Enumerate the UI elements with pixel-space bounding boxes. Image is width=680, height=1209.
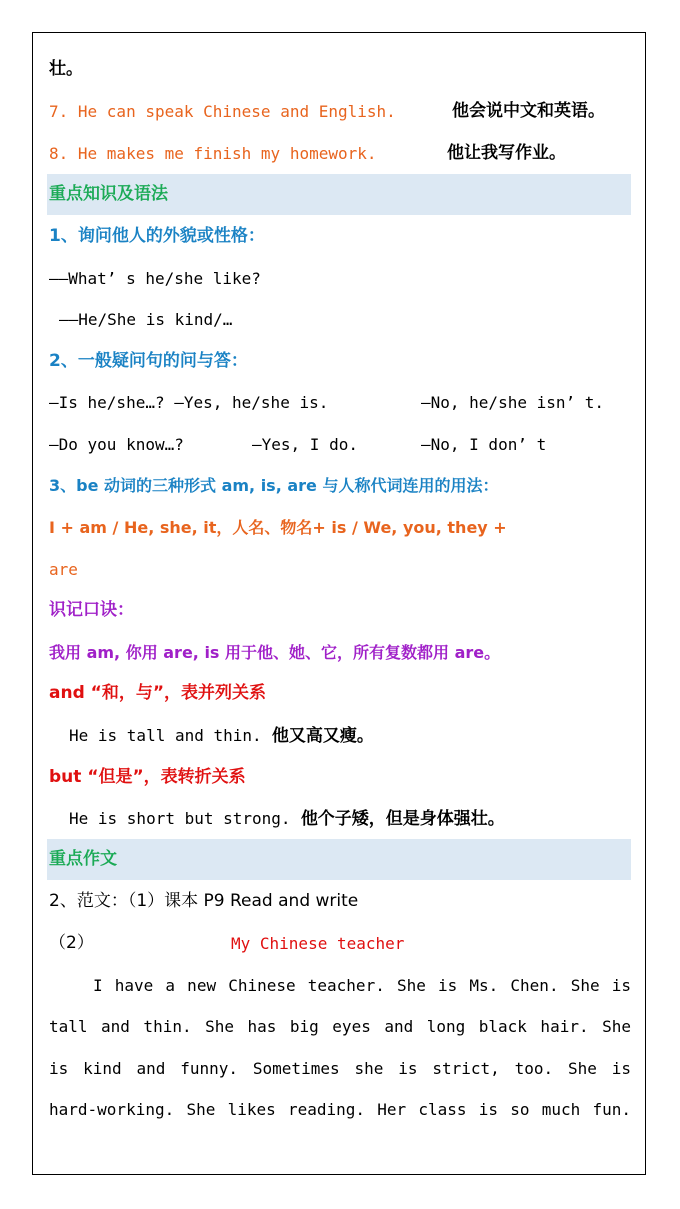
essay-paragraph-line-4: hard-working. She likes reading. Her class is so much fun.: [49, 1100, 631, 1119]
but-example-chinese: 他个子矮，但是身体强壮。: [300, 809, 505, 829]
essay-number: （2）: [49, 933, 94, 953]
essay-title: My Chinese teacher: [231, 934, 405, 953]
sentence-7-chinese: 他会说中文和英语。: [452, 101, 605, 121]
and-example-english: He is tall and thin.: [69, 726, 262, 745]
question-do-you-know: —Do you know…?: [49, 435, 184, 454]
sentence-8-chinese: 他让我写作业。: [447, 143, 566, 163]
sentence-7-english: 7. He can speak Chinese and English.: [49, 102, 396, 121]
grammar-point-3: 3、be 动词的三种形式 am, is, are 与人称代词连用的用法：: [49, 476, 499, 495]
and-example-chinese: 他又高又瘦。: [271, 726, 374, 746]
essay-title-line: [49, 923, 631, 964]
mnemonic-title: 识记口诀：: [49, 600, 134, 620]
essay-paragraph-line-3: is kind and funny. Sometimes she is strict, too. She is: [49, 1059, 631, 1078]
question-answer-yes: —Is he/she…? —Yes, he/she is.: [49, 393, 329, 412]
but-example-english: He is short but strong.: [69, 809, 291, 828]
continued-text: 壮。: [49, 59, 83, 79]
and-usage-title: and “和，与”，表并列关系: [49, 683, 267, 703]
section-heading-grammar: 重点知识及语法: [47, 174, 631, 215]
yes-no-question-1: [49, 382, 631, 423]
grammar-point-1: 1、询问他人的外貌或性格：: [49, 226, 265, 246]
sentence-7: [49, 91, 631, 132]
document-page: [32, 32, 646, 1175]
and-example: [69, 715, 631, 756]
answer-no: —No, he/she isn’ t.: [421, 393, 605, 412]
answer-yes-i-do: —Yes, I do.: [252, 435, 358, 454]
answer-appearance: ——He/She is kind/…: [59, 310, 233, 329]
essay-reference: 2、范文：（1）课本 P9 Read and write: [49, 891, 359, 911]
section-heading-essay: 重点作文: [47, 839, 631, 880]
question-appearance: ——What’ s he/she like?: [49, 269, 261, 288]
essay-paragraph-line-2: tall and thin. She has big eyes and long black hair. She: [49, 1017, 631, 1036]
answer-no-i-dont: —No, I don’ t: [421, 435, 547, 454]
sentence-8: [49, 133, 631, 174]
but-example: [69, 798, 631, 839]
yes-no-question-2: [49, 424, 631, 465]
be-verb-rule-continued: are: [49, 560, 78, 579]
essay-paragraph-line-1: I have a new Chinese teacher. She is Ms. Chen. She is: [93, 976, 631, 995]
sentence-8-english: 8. He makes me finish my homework.: [49, 144, 377, 163]
grammar-point-2: 2、一般疑问句的问与答：: [49, 351, 248, 371]
be-verb-rule: I + am / He, she, it，人名、物名+ is / We, you, they +: [49, 518, 507, 537]
but-usage-title: but “但是”，表转折关系: [49, 767, 246, 787]
mnemonic-text: 我用 am, 你用 are, is 用于他、她、它，所有复数都用 are。: [49, 643, 501, 662]
